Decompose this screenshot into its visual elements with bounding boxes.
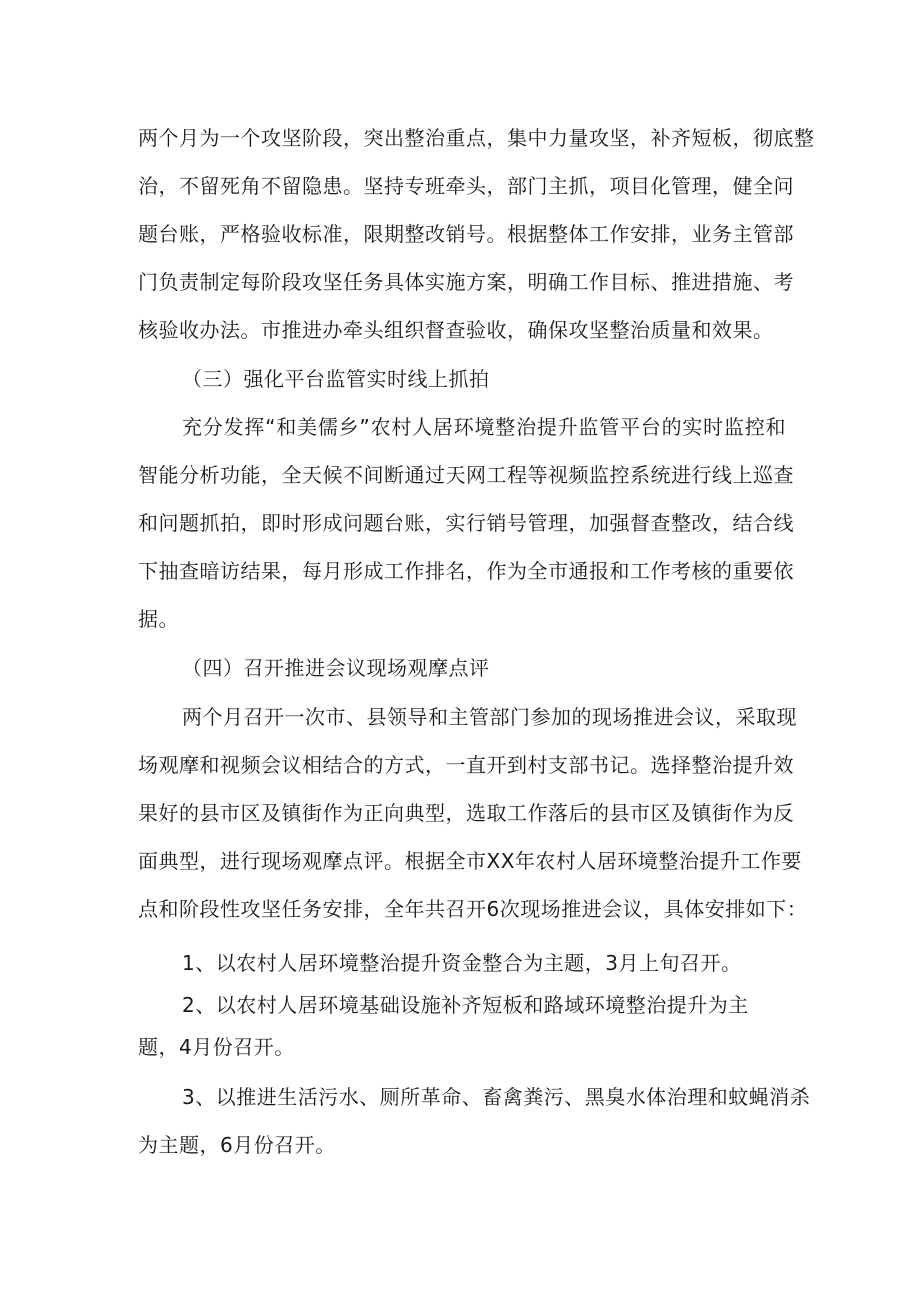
list-item-line: 为主题，6月份召开。 bbox=[138, 1133, 336, 1157]
paragraph-line: 和问题抓拍，即时形成问题台账，实行销号管理，加强督查整改，结合线 bbox=[138, 511, 794, 535]
paragraph-line: 充分发挥“和美儒乡”农村人居环境整治提升监管平台的实时监控和 bbox=[182, 415, 786, 439]
paragraph-line: 智能分析功能，全天候不间断通过天网工程等视频监控系统进行线上巡查 bbox=[138, 463, 794, 487]
list-item: 1、以农村人居环境整治提升资金整合为主题，3月上旬召开。 bbox=[182, 951, 742, 975]
list-item-line: 2、以农村人居环境基础设施补齐短板和路域环境整治提升为主 bbox=[182, 993, 749, 1017]
paragraph-line: 下抽查暗访结果，每月形成工作排名，作为全市通报和工作考核的重要依 bbox=[138, 559, 794, 583]
paragraph-line: 据。 bbox=[138, 607, 179, 631]
paragraph-line: 面典型，进行现场观摩点评。根据全市XX年农村人居环境整治提升工作要 bbox=[138, 849, 802, 873]
paragraph-line: 核验收办法。市推进办牵头组织督查验收，确保攻坚整治质量和效果。 bbox=[138, 318, 774, 342]
paragraph-line: 治，不留死角不留隐患。坚持专班牵头，部门主抓，项目化管理，健全问 bbox=[138, 174, 794, 198]
paragraph-line: 果好的县市区及镇街作为正向典型，选取工作落后的县市区及镇街作为反 bbox=[138, 801, 794, 825]
section-heading-4: （四）召开推进会议现场观摩点评 bbox=[182, 656, 490, 680]
list-item-line: 题，4月份召开。 bbox=[138, 1035, 295, 1059]
paragraph-line: 场观摩和视频会议相结合的方式，一直开到村支部书记。选择整治提升效 bbox=[138, 753, 794, 777]
paragraph-line: 门负责制定每阶段攻坚任务具体实施方案，明确工作目标、推进措施、考 bbox=[138, 270, 794, 294]
paragraph-line: 题台账，严格验收标准，限期整改销号。根据整体工作安排，业务主管部 bbox=[138, 222, 794, 246]
section-heading-3: （三）强化平台监管实时线上抓拍 bbox=[182, 367, 490, 391]
paragraph-line: 点和阶段性攻坚任务安排，全年共召开6次现场推进会议，具体安排如下： bbox=[138, 897, 808, 921]
paragraph-line: 两个月为一个攻坚阶段，突出整治重点，集中力量攻坚，补齐短板，彻底整 bbox=[138, 126, 815, 150]
list-item-line: 3、以推进生活污水、厕所革命、畜禽粪污、黑臭水体治理和蚊蝇消杀 bbox=[182, 1085, 811, 1109]
paragraph-line: 两个月召开一次市、县领导和主管部门参加的现场推进会议，采取现 bbox=[182, 705, 797, 729]
